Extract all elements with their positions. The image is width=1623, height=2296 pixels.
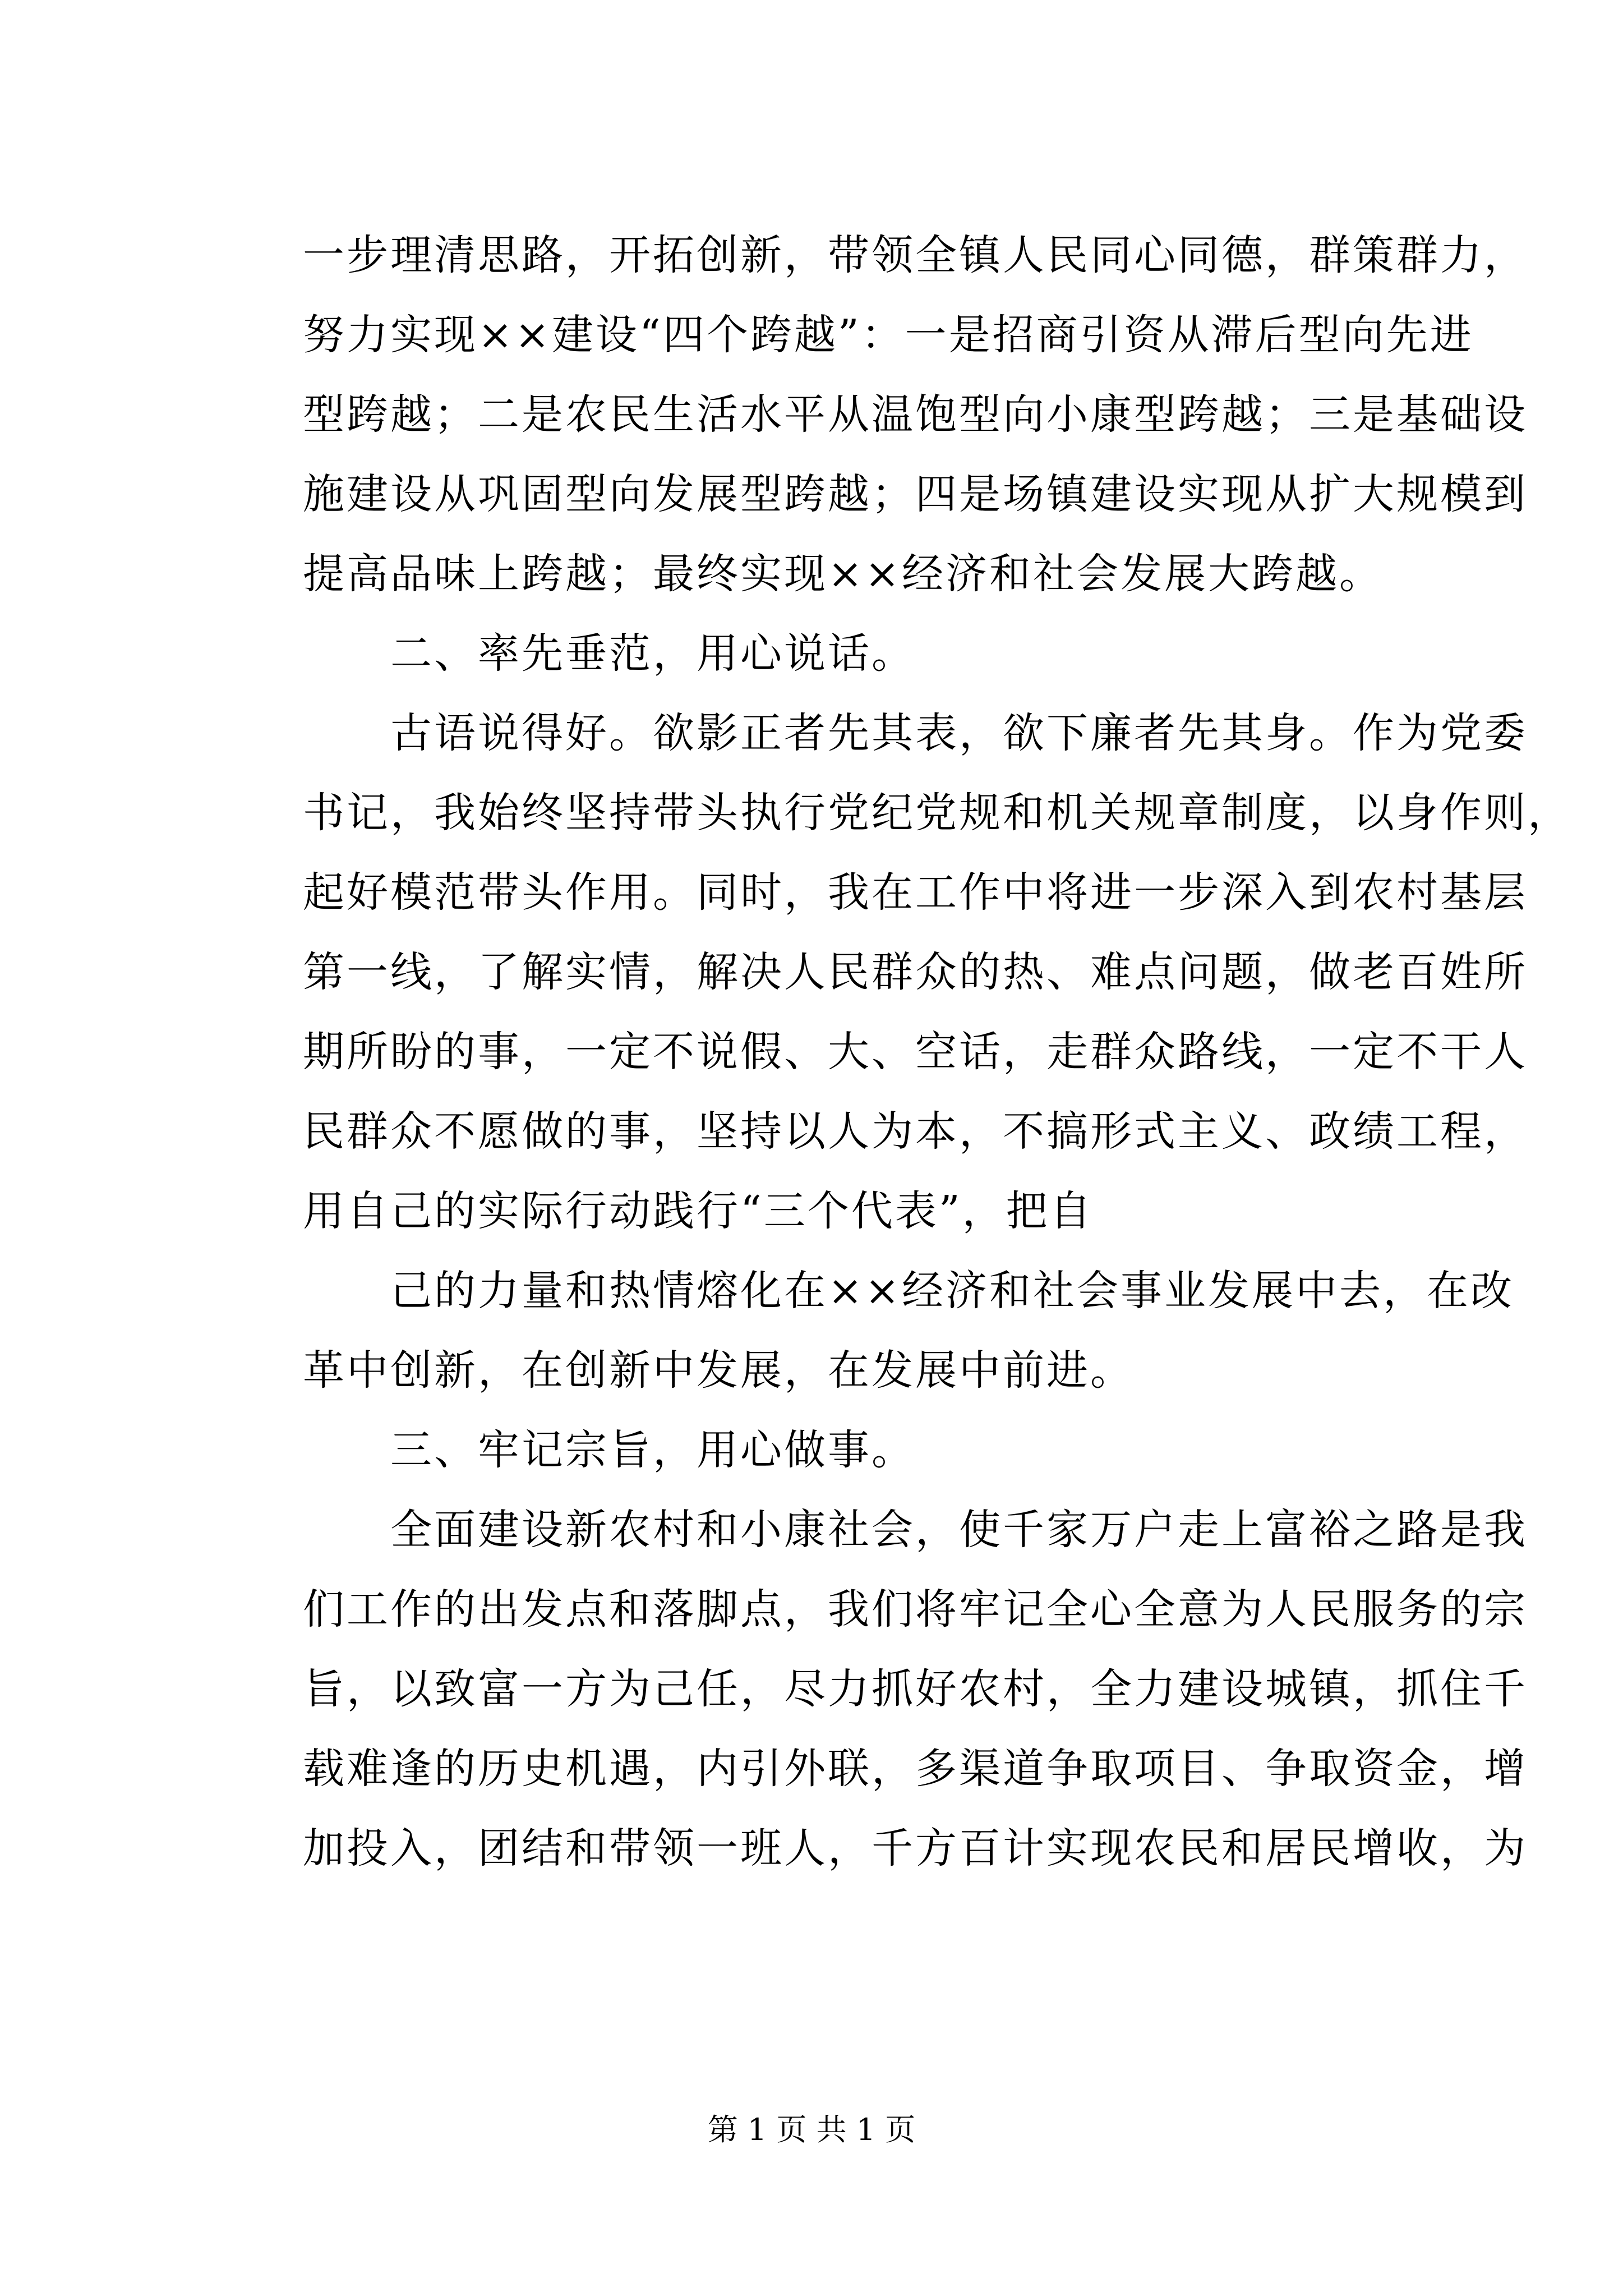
text-line: 书记，我始终坚持带头执行党纪党规和机关规章制度，以身作则，	[303, 789, 1571, 837]
text-line: 古语说得好。欲影正者先其表，欲下廉者先其身。作为党委	[303, 709, 1528, 757]
section-heading: 二、率先垂范，用心说话。	[303, 629, 915, 678]
page-number-footer: 第 1 页 共 1 页	[707, 2112, 916, 2147]
text-line: 第一线，了解实情，解决人民群众的热、难点问题，做老百姓所	[303, 948, 1528, 996]
body-text	[303, 215, 1571, 1888]
text-line: 起好模范带头作用。同时，我在工作中将进一步深入到农村基层	[303, 868, 1528, 917]
text-line: 民群众不愿做的事，坚持以人为本，不搞形式主义、政绩工程，	[303, 1107, 1528, 1156]
text-line: 型跨越；二是农民生活水平从温饱型向小康型跨越；三是基础设	[303, 390, 1528, 439]
text-line: 载难逢的历史机遇，内引外联，多渠道争取项目、争取资金，增	[303, 1745, 1528, 1793]
text-line: 们工作的出发点和落脚点，我们将牢记全心全意为人民服务的宗	[303, 1585, 1528, 1634]
text-line: 提高品味上跨越；最终实现××经济和社会发展大跨越。	[303, 550, 1384, 598]
text-line: 加投入，团结和带领一班人，千方百计实现农民和居民增收，为	[303, 1824, 1528, 1872]
text-line: 革中创新，在创新中发展，在发展中前进。	[303, 1346, 1134, 1395]
text-line: 旨，以致富一方为己任，尽力抓好农村，全力建设城镇，抓住千	[303, 1665, 1528, 1713]
text-line: 用自己的实际行动践行“三个代表”，把自	[303, 1187, 1094, 1235]
text-line: 全面建设新农村和小康社会，使千家万户走上富裕之路是我	[303, 1506, 1528, 1554]
text-line: 施建设从巩固型向发展型跨越；四是场镇建设实现从扩大规模到	[303, 470, 1528, 518]
text-line: 己的力量和热情熔化在××经济和社会事业发展中去，在改	[303, 1267, 1515, 1315]
text-line: 期所盼的事，一定不说假、大、空话，走群众路线，一定不干人	[303, 1028, 1528, 1076]
section-heading: 三、牢记宗旨，用心做事。	[303, 1426, 915, 1474]
text-line: 努力实现××建设“四个跨越”：一是招商引资从滞后型向先进	[303, 311, 1474, 359]
text-line: 一步理清思路，开拓创新，带领全镇人民同心同德，群策群力，	[303, 231, 1528, 279]
